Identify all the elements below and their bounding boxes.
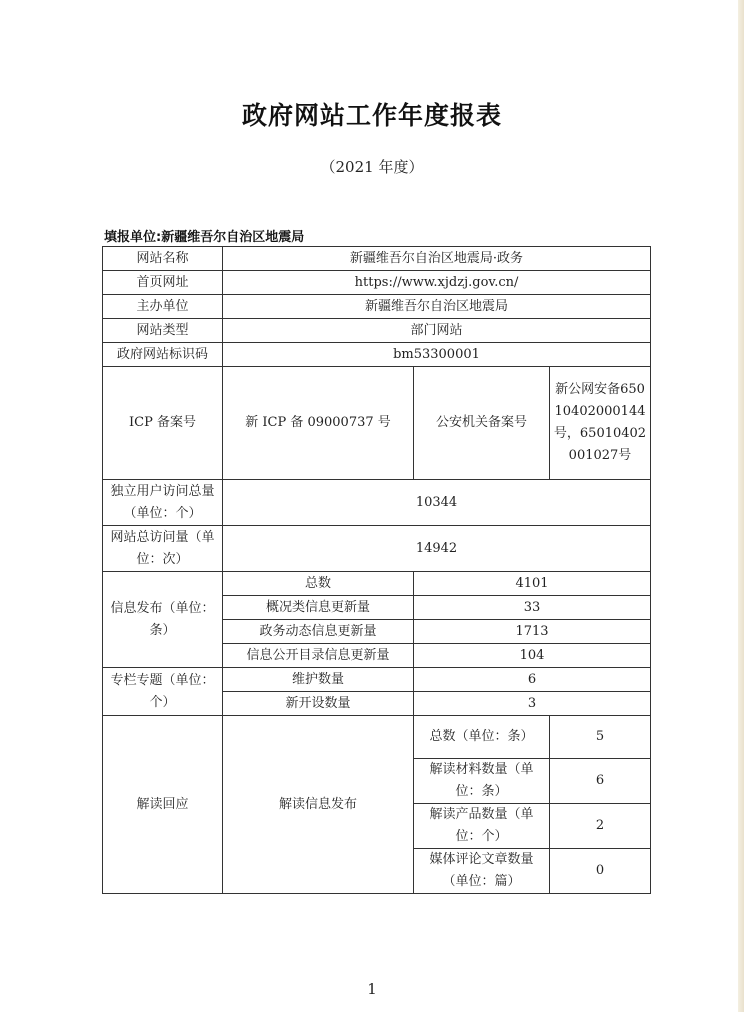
info-catalog-label: 信息公开目录信息更新量 xyxy=(223,644,414,668)
interpretation-publish-label: 解读信息发布 xyxy=(223,716,414,894)
site-name-label: 网站名称 xyxy=(103,247,223,271)
site-id-value: bm53300001 xyxy=(223,343,651,367)
homepage-label: 首页网址 xyxy=(103,271,223,295)
interp-total-label: 总数（单位：条） xyxy=(414,716,550,759)
page-edge xyxy=(738,0,744,1012)
unique-visitors-label: 独立用户访问总量（单位：个） xyxy=(103,480,223,526)
page-views-value: 14942 xyxy=(223,526,651,572)
sponsor-value: 新疆维吾尔自治区地震局 xyxy=(223,295,651,319)
info-overview-value: 33 xyxy=(414,596,651,620)
homepage-value: https://www.xjdzj.gov.cn/ xyxy=(223,271,651,295)
interp-media-value: 0 xyxy=(550,849,651,894)
interp-total-value: 5 xyxy=(550,716,651,759)
site-name-value: 新疆维吾尔自治区地震局·政务 xyxy=(223,247,651,271)
interp-material-value: 6 xyxy=(550,759,651,804)
reporting-unit: 填报单位:新疆维吾尔自治区地震局 xyxy=(104,230,305,245)
interp-product-label: 解读产品数量（单位：个） xyxy=(414,804,550,849)
column-maintain-label: 维护数量 xyxy=(223,668,414,692)
info-publish-label: 信息发布（单位：条） xyxy=(103,572,223,668)
police-record-value: 新公网安备65010402000144号，65010402001027号 xyxy=(550,367,651,480)
info-catalog-value: 104 xyxy=(414,644,651,668)
icp-label: ICP 备案号 xyxy=(103,367,223,480)
page-views-label: 网站总访问量（单位：次） xyxy=(103,526,223,572)
info-news-value: 1713 xyxy=(414,620,651,644)
report-year: （2021 年度） xyxy=(320,158,424,176)
interp-media-label: 媒体评论文章数量（单位：篇） xyxy=(414,849,550,894)
column-topic-label: 专栏专题（单位：个） xyxy=(103,668,223,716)
info-news-label: 政务动态信息更新量 xyxy=(223,620,414,644)
police-record-label: 公安机关备案号 xyxy=(414,367,550,480)
page-number: 1 xyxy=(367,980,377,998)
column-new-label: 新开设数量 xyxy=(223,692,414,716)
info-total-label: 总数 xyxy=(223,572,414,596)
column-new-value: 3 xyxy=(414,692,651,716)
unique-visitors-value: 10344 xyxy=(223,480,651,526)
column-maintain-value: 6 xyxy=(414,668,651,692)
report-table xyxy=(102,246,651,894)
interp-product-value: 2 xyxy=(550,804,651,849)
report-title: 政府网站工作年度报表 xyxy=(241,101,502,130)
site-type-label: 网站类型 xyxy=(103,319,223,343)
sponsor-label: 主办单位 xyxy=(103,295,223,319)
interpretation-label: 解读回应 xyxy=(103,716,223,894)
site-id-label: 政府网站标识码 xyxy=(103,343,223,367)
info-total-value: 4101 xyxy=(414,572,651,596)
interp-material-label: 解读材料数量（单位：条） xyxy=(414,759,550,804)
info-overview-label: 概况类信息更新量 xyxy=(223,596,414,620)
icp-value: 新 ICP 备 09000737 号 xyxy=(223,367,414,480)
site-type-value: 部门网站 xyxy=(223,319,651,343)
